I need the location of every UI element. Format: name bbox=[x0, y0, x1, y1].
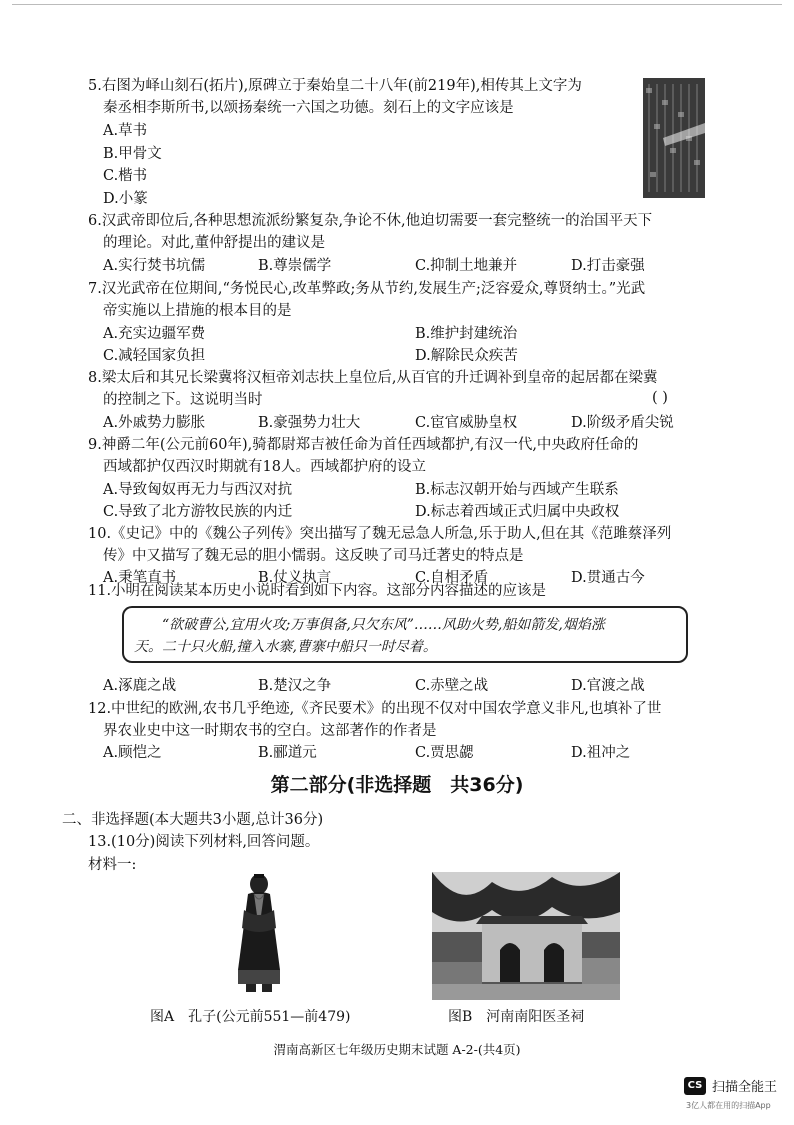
q7-option-a: A.充实边疆军费 bbox=[103, 326, 206, 342]
q12-option-d: D.祖冲之 bbox=[571, 745, 631, 761]
q5-option-a: A.草书 bbox=[103, 123, 148, 139]
figure-b-caption: 图B 河南南阳医圣祠 bbox=[448, 1009, 585, 1025]
figure-a-caption: 图A 孔子(公元前551—前479) bbox=[150, 1009, 351, 1025]
stele-rubbing-image bbox=[643, 78, 705, 198]
q8-answer-bracket: ( ) bbox=[652, 390, 668, 406]
scanner-tagline: 3亿人都在用的扫描App bbox=[686, 1101, 771, 1110]
q6-line1: 6.汉武帝即位后,各种思想流派纷繁复杂,争论不休,他迫切需要一套完整统一的治国平天下 bbox=[88, 213, 653, 229]
q5-option-d: D.小篆 bbox=[103, 191, 148, 207]
part2-title: 第二部分(非选择题 共36分) bbox=[270, 774, 524, 796]
q11-option-b: B.楚汉之争 bbox=[258, 678, 332, 694]
q8-option-b: B.豪强势力壮大 bbox=[258, 415, 361, 431]
q8-line1: 8.梁太后和其兄长梁冀将汉桓帝刘志扶上皇位后,从百官的升迁调补到皇帝的起居都在梁冀 bbox=[88, 370, 658, 386]
q6-option-a: A.实行焚书坑儒 bbox=[103, 258, 206, 274]
q5-option-c: C.楷书 bbox=[103, 168, 148, 184]
q9-line1: 9.神爵二年(公元前60年),骑都尉郑吉被任命为首任西域都护,有汉一代,中央政府任命的 bbox=[88, 437, 639, 453]
q8-option-a: A.外戚势力膨胀 bbox=[103, 415, 206, 431]
q7-option-b: B.维护封建统治 bbox=[415, 326, 518, 342]
page-footer: 渭南高新区七年级历史期末试题 A-2-(共4页) bbox=[273, 1042, 521, 1057]
q10-option-a: A.秉笔直书 bbox=[103, 570, 177, 586]
q5-option-b: B.甲骨文 bbox=[103, 146, 162, 162]
scanner-watermark bbox=[684, 1076, 777, 1095]
q6-option-c: C.抑制土地兼并 bbox=[415, 258, 518, 274]
q12-option-a: A.顾恺之 bbox=[103, 745, 162, 761]
q13-stem: 13.(10分)阅读下列材料,回答问题。 bbox=[88, 834, 320, 850]
q12-line1: 12.中世纪的欧洲,农书几乎绝迹,《齐民要术》的出现不仅对中国农学意义非凡,也填补了世 bbox=[88, 701, 662, 717]
q6-option-d: D.打击豪强 bbox=[571, 258, 645, 274]
q11-option-d: D.官渡之战 bbox=[571, 678, 645, 694]
q9-option-b: B.标志汉朝开始与西域产生联系 bbox=[415, 482, 619, 498]
q11-quote-box bbox=[122, 606, 688, 663]
q9-line2: 西域都护仅西汉时期就有18人。西域都护府的设立 bbox=[103, 459, 426, 475]
q9-option-d: D.标志着西域正式归属中央政权 bbox=[415, 504, 620, 520]
q10-line1: 10.《史记》中的《魏公子列传》突出描写了魏无忌急人所急,乐于助人,但在其《范雎蔡泽列 bbox=[88, 526, 672, 542]
q11-option-a: A.涿鹿之战 bbox=[103, 678, 177, 694]
part2-section-heading: 二、非选择题(本大题共3小题,总计36分) bbox=[62, 812, 324, 828]
q12-line2: 界农业史中这一时期农书的空白。这部著作的作者是 bbox=[103, 723, 437, 739]
q12-option-b: B.郦道元 bbox=[258, 745, 317, 761]
scanner-app-name: 扫描全能王 bbox=[712, 1080, 778, 1095]
q7-option-d: D.解除民众疾苦 bbox=[415, 348, 518, 364]
q10-option-b: B.仗义执言 bbox=[258, 570, 332, 586]
q11-option-c: C.赤壁之战 bbox=[415, 678, 489, 694]
q9-option-c: C.导致了北方游牧民族的内迁 bbox=[103, 504, 293, 520]
q7-option-c: C.减轻国家负担 bbox=[103, 348, 206, 364]
q8-line2: 的控制之下。这说明当时 bbox=[103, 392, 263, 408]
q11-line1: 11.小明在阅读某本历史小说时看到如下内容。这部分内容描述的应该是 bbox=[88, 583, 547, 599]
shrine-photo-image bbox=[432, 872, 620, 1000]
q5-line2: 秦丞相李斯所书,以颂扬秦统一六国之功德。刻石上的文字应该是 bbox=[103, 100, 514, 116]
q10-option-c: C.自相矛盾 bbox=[415, 570, 489, 586]
q8-option-d: D.阶级矛盾尖锐 bbox=[571, 415, 674, 431]
confucius-figure-image bbox=[226, 870, 292, 998]
q10-option-d: D.贯通古今 bbox=[571, 570, 645, 586]
q7-line2: 帝实施以上措施的根本目的是 bbox=[103, 303, 292, 319]
q9-option-a: A.导致匈奴再无力与西汉对抗 bbox=[103, 482, 293, 498]
q11-quote-line2: 天。二十只火船,撞入水寨,曹寨中船只一时尽着。 bbox=[134, 639, 437, 655]
q12-option-c: C.贾思勰 bbox=[415, 745, 474, 761]
q7-line1: 7.汉光武帝在位期间,“务悦民心,改革弊政;务从节约,发展生产;泛容爱众,尊贤纳士。”光武 bbox=[88, 281, 646, 297]
q10-line2: 传》中又描写了魏无忌的胆小懦弱。这反映了司马迁著史的特点是 bbox=[103, 548, 524, 564]
material-one-label: 材料一: bbox=[88, 857, 137, 873]
q8-option-c: C.宦官威胁皇权 bbox=[415, 415, 518, 431]
q6-option-b: B.尊崇儒学 bbox=[258, 258, 332, 274]
q5-line1: 5.右图为峄山刻石(拓片),原碑立于秦始皇二十八年(前219年),相传其上文字为 bbox=[88, 78, 582, 94]
q6-line2: 的理论。对此,董仲舒提出的建议是 bbox=[103, 235, 326, 251]
camscanner-logo-icon: CS bbox=[684, 1077, 706, 1095]
top-rule bbox=[12, 4, 782, 5]
q11-quote-line1: “欲破曹公,宜用火攻;万事俱备,只欠东风”……风助火势,船如箭发,烟焰涨 bbox=[162, 617, 605, 633]
